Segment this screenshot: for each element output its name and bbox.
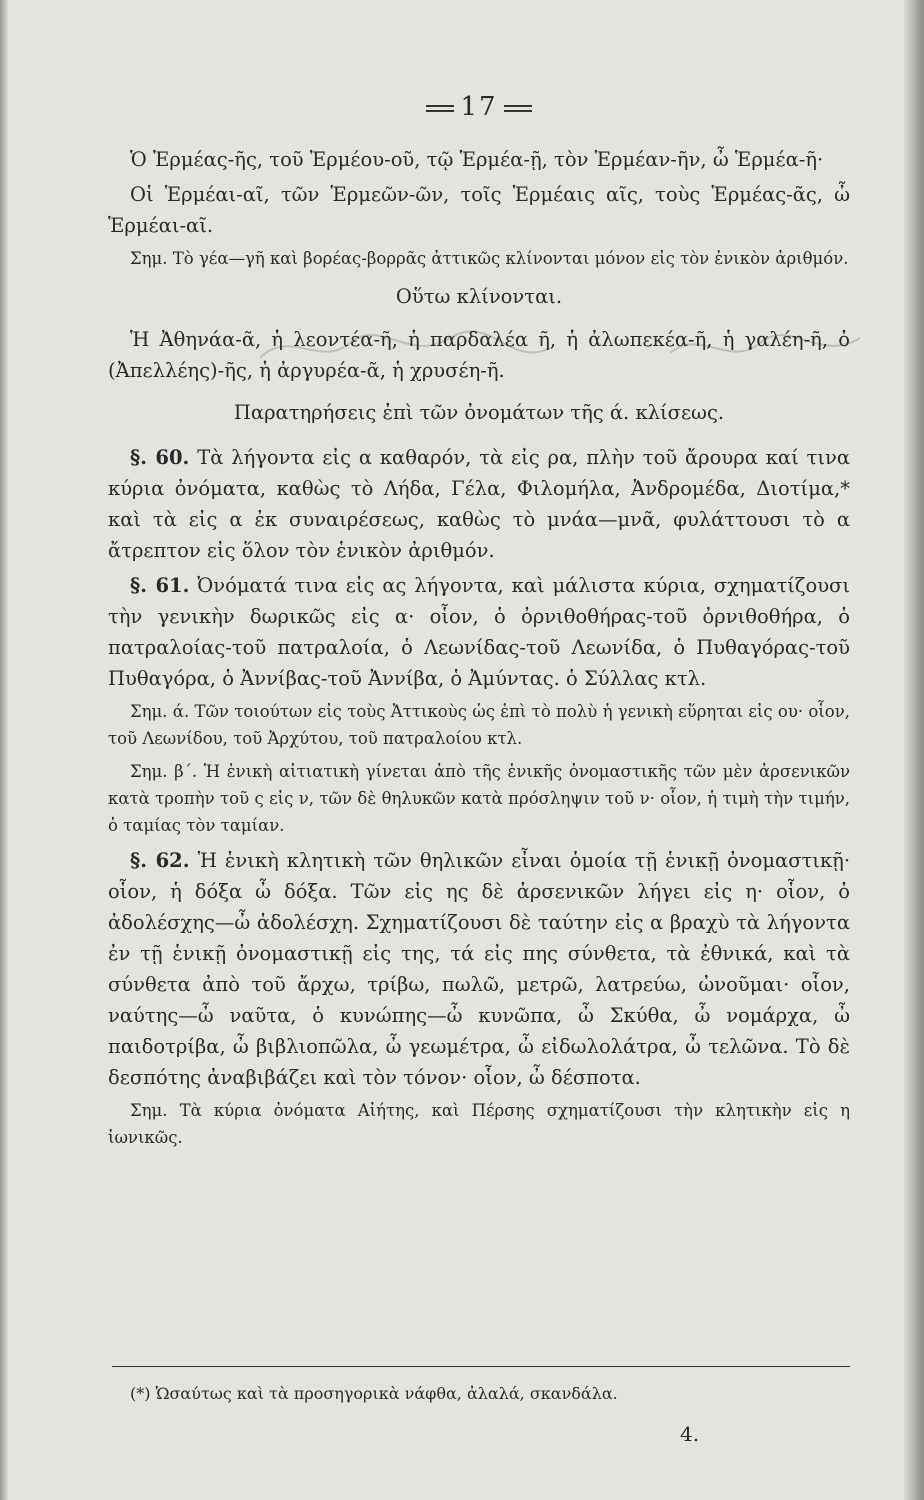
signature-mark: 4. [680, 1422, 700, 1446]
section-61-text: Ὀνόματά τινα εἰς ας λήγοντα, καὶ μάλιστα κύρια, σχηματίζουσι τὴν γενικὴν δωρικῶς εἰς α· οἷον, ὁ ὀρνιθοθήρας-τοῦ ὀρνιθοθήρα, ὁ πατραλοίας-τοῦ πατραλοία, ὁ Λεωνίδας-τοῦ Λεωνίδα, ὁ Πυθαγόρας-τοῦ Πυθαγόρα, ὁ Ἀννίβας-τοῦ Ἀννίβα, ὁ Ἀμύντας. ὁ Σύλλας κτλ. [108, 574, 851, 690]
section-61 [108, 570, 850, 694]
note-a: Σημ. ά. Τῶν τοιούτων εἰς τοὺς Ἀττικοὺς ὡς ἐπὶ τὸ πολὺ ἡ γενικὴ εὕρηται εἰς ου· οἷον, τοῦ Λεωνίδου, τοῦ Ἀρχύτου, τοῦ πατραλοίου κτλ. [108, 702, 850, 748]
page-content [108, 92, 850, 1157]
section-62 [108, 845, 850, 1093]
heading-observations: Παρατηρήσεις ἐπὶ τῶν ὀνομάτων τῆς ά. κλίσεως. [233, 401, 725, 424]
page-number-text: 17 [460, 92, 498, 122]
section-60-label: §. 60. [130, 446, 190, 469]
footnote: (*) Ὡσαύτως καὶ τὰ προσηγορικὰ νάφθα, ἀλαλά, σκανδάλα. [130, 1384, 618, 1403]
section-60-text: Τὰ λήγοντα εἰς α καθαρόν, τὰ εἰς ρα, πλὴν τοῦ ἄρουρα καί τινα κύρια ὀνόματα, καθὼς τὸ Λήδα, Γέλα, Φιλομήλα, Ἀνδρομέδα, Διοτίμα,* καὶ τὰ εἰς α ἐκ συναιρέσεως, καθὼς τὸ μνάα—μνᾶ, φυλάττουσι τὸ α ἄτρεπτον εἰς ὅλον τὸν ἑνικὸν ἀριθμόν. [108, 446, 851, 562]
note-c: Σημ. Τὰ κύρια ὀνόματα Αἰήτης, καὶ Πέρσης σχηματίζουσι τὴν κλητικὴν εἰς η ἰωνικῶς. [108, 1101, 850, 1147]
section-61-label: §. 61. [130, 574, 190, 597]
section-60 [108, 442, 850, 566]
heading-declined-thus: Οὕτω κλίνονται. [395, 285, 563, 308]
page-right-edge [904, 0, 924, 1500]
note-b: Σημ. β΄. Ἡ ἑνικὴ αἰτιατικὴ γίνεται ἀπὸ τῆς ἑνικῆς ὀνομαστικῆς τῶν μὲν ἀρσενικῶν κατὰ τροπὴν τοῦ ς εἰς ν, τῶν δὲ θηλυκῶν κατὰ πρόσληψιν τοῦ ν· οἷον, ἡ τιμὴ τὴν τιμήν, ὁ ταμίας τὸν ταμίαν. [108, 762, 850, 835]
examples-paragraph: Ἡ Ἀθηνάα-ᾶ, ἡ λεοντέα-ῆ, ἡ παρδαλέα ῆ, ἡ ἀλωπεκέα-ῆ, ἡ γαλέη-ῆ, ὁ (Ἀπελλέης)-ῆς, ἡ ἀργυρέα-ᾶ, ἡ χρυσέη-ῆ. [108, 328, 850, 382]
section-62-label: §. 62. [130, 849, 190, 872]
section-62-text: Ἡ ἑνικὴ κλητικὴ τῶν θηλικῶν εἶναι ὁμοία τῇ ἑνικῇ ὀνομαστικῇ· οἷον, ἡ δόξα ὦ δόξα. Τῶν εἰς ης δὲ ἀρσενικῶν λήγει εἰς η· οἷον, ὁ ἀδολέσχης—ὦ ἀδολέσχη. Σχηματίζουσι δὲ ταύτην εἰς α βραχὺ τὰ λήγοντα ἐν τῇ ἑνικῇ ὀνομαστικῇ εἰς της, τά εἰς πης σύνθετα, τὰ ἐθνικά, καὶ τὰ σύνθετα ἀπὸ τοῦ ἄρχω, τρίβω, πωλῶ, μετρῶ, λατρεύω, ὠνοῦμαι· οἷον, ναύτης—ὦ ναῦτα, ὁ κυνώπης—ὦ κυνῶπα, ὦ Σκύθα, ὦ νομάρχα, ὦ παιδοτρίβα, ὦ βιβλιοπῶλα, ὦ γεωμέτρα, ὦ εἰδωλολάτρα, ὦ τελῶνα. Τὸ δὲ δεσπότης ἀναβιβάζει καὶ τὸν τόνον· οἷον, ὦ δέσποτα. [108, 849, 851, 1089]
page-number [108, 92, 850, 122]
paradigm-singular: Ὁ Ἑρμέας-ῆς, τοῦ Ἑρμέου-οῦ, τῷ Ἑρμέα-ῇ, τὸν Ἑρμέαν-ῆν, ὦ Ἑρμέα-ῆ· [130, 148, 824, 171]
page-left-edge [0, 0, 8, 1500]
paradigm-plural: Οἱ Ἑρμέαι-αῖ, τῶν Ἑρμεῶν-ῶν, τοῖς Ἑρμέαις αῖς, τοὺς Ἑρμέας-ᾶς, ὦ Ἑρμέαι-αῖ. [108, 183, 850, 237]
left-dash-ornament [426, 105, 454, 112]
right-dash-ornament [504, 105, 532, 112]
note-ge-boreas: Σημ. Τὸ γέα—γῆ καὶ βορέας-βορρᾶς ἀττικῶς κλίνονται μόνον εἰς τὸν ἑνικὸν ἀριθμόν. [130, 249, 849, 268]
footnote-rule [112, 1366, 850, 1367]
